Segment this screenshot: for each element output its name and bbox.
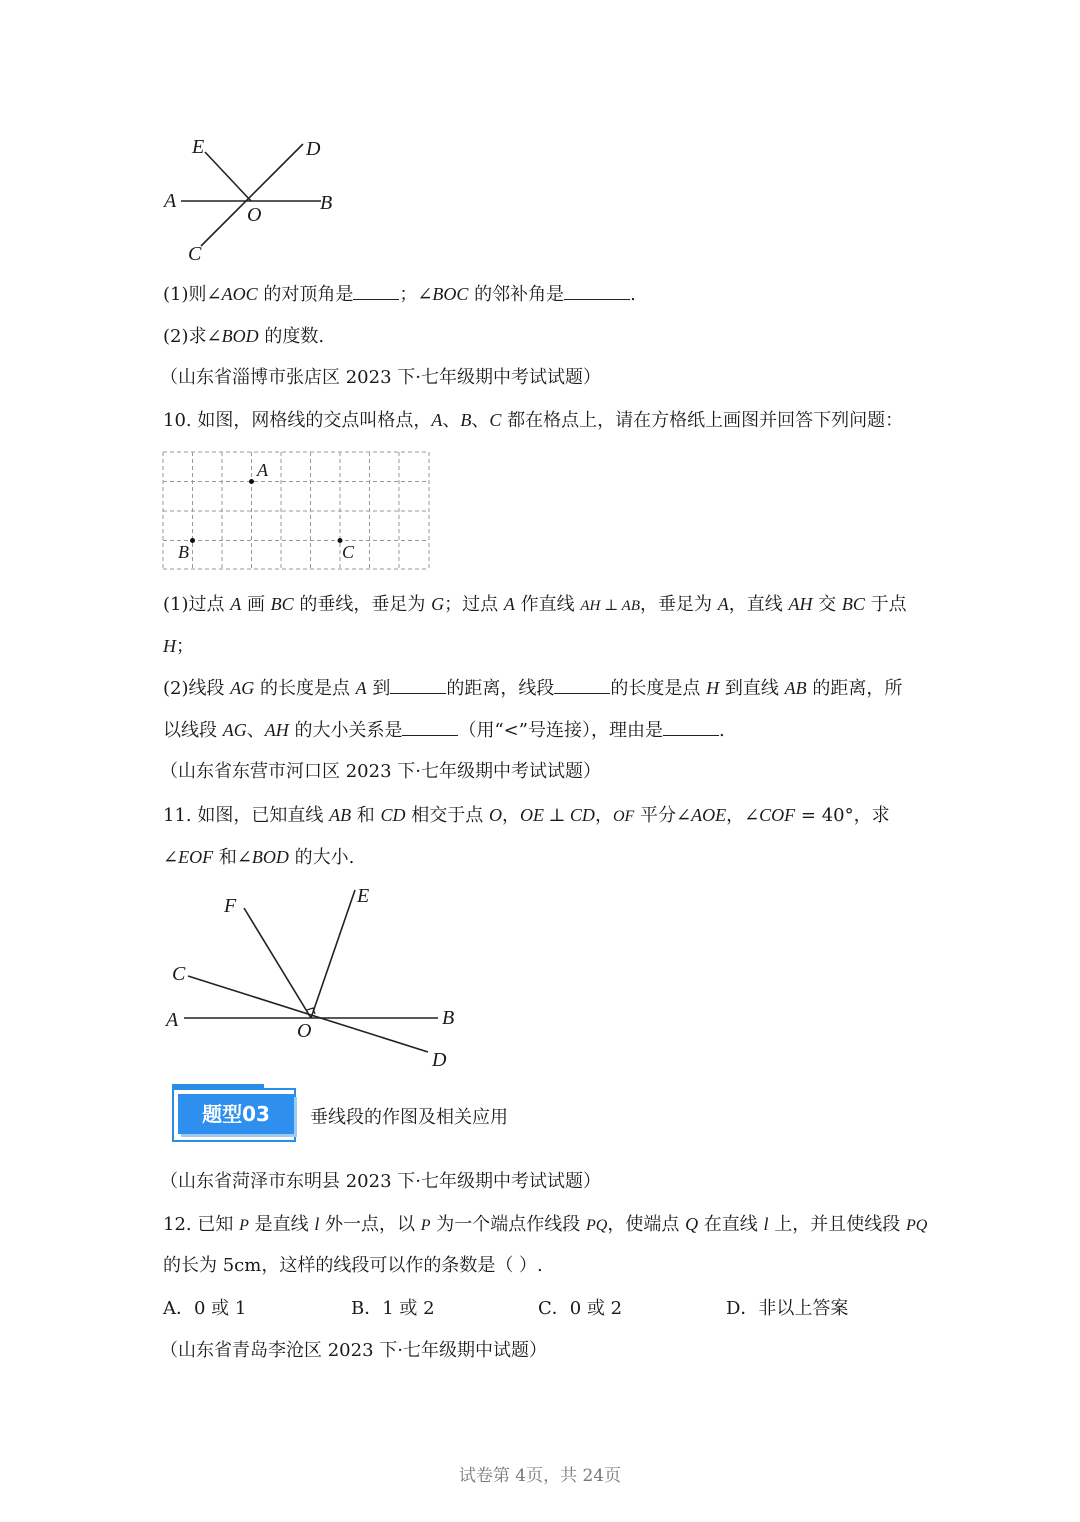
q10-source: （山东省东营市河口区 2023 下·七年级期中考试试题） xyxy=(160,761,601,782)
section-badge xyxy=(172,1088,300,1144)
label-A: A xyxy=(164,190,177,212)
point-B xyxy=(190,538,195,543)
q11-stem: 11. 如图，已知直线 AB 和 CD 相交于点 O，OE ⊥ CD，OF 平分∠AOE，∠COF = 40°，求 xyxy=(163,805,890,826)
q9-part1: (1)则∠AOC 的对顶角是 ；∠BOC 的邻补角是 . xyxy=(163,281,636,308)
q10-part1: (1)过点 A 画 BC 的垂线，垂足为 G；过点 A 作直线 AH ⊥ AB，垂足为 A，直线 AH 交 BC 于点 xyxy=(163,594,907,615)
label-B: B xyxy=(320,192,333,214)
badge-label: 题型03 xyxy=(178,1094,294,1134)
q11-stem-cont: ∠EOF 和∠BOD 的大小. xyxy=(163,847,355,868)
line-cd xyxy=(201,144,303,246)
q12-stem-cont: 的长为 5cm，这样的线段可以作的条数是（ ）. xyxy=(163,1255,543,1276)
figure-q9 xyxy=(150,130,350,270)
q9-source: （山东省淄博市张店区 2023 下·七年级期中考试试题） xyxy=(160,367,601,388)
label-O: O xyxy=(247,204,262,226)
label-F: F xyxy=(224,895,237,917)
label-A: A xyxy=(166,1009,179,1031)
answer-blank[interactable] xyxy=(554,675,610,694)
answer-blank[interactable] xyxy=(353,281,399,300)
label-C: C xyxy=(172,963,186,985)
figure-q11 xyxy=(150,878,470,1078)
option-b[interactable]: B．1 或 2 xyxy=(351,1298,435,1319)
point-A xyxy=(249,479,254,484)
label-O: O xyxy=(297,1020,312,1042)
grid-label-A: A xyxy=(257,460,268,480)
answer-blank[interactable] xyxy=(564,281,630,300)
page-footer: 试卷第 4页，共 24页 xyxy=(458,1466,622,1486)
label-E: E xyxy=(192,136,205,158)
label-D: D xyxy=(306,138,321,160)
grid-label-B: B xyxy=(178,542,189,562)
label-E: E xyxy=(357,885,370,907)
label-C: C xyxy=(188,243,202,265)
answer-blank[interactable] xyxy=(402,717,458,736)
grid-label-C: C xyxy=(342,542,355,562)
label-B: B xyxy=(442,1007,455,1029)
option-d[interactable]: D．非以上答案 xyxy=(726,1298,849,1319)
answer-blank[interactable] xyxy=(663,717,719,736)
ray-oe xyxy=(311,890,355,1018)
q9-part2: (2)求∠BOD 的度数. xyxy=(163,326,325,347)
q12-source: （山东省菏泽市东明县 2023 下·七年级期中考试试题） xyxy=(160,1171,601,1192)
q10-part2: (2)线段 AG 的长度是点 A 到 的距离，线段 的长度是点 H 到直线 AB 的距离，所 xyxy=(163,675,902,702)
ray-of xyxy=(244,908,311,1018)
q10-stem: 10. 如图，网格线的交点叫格点，A、B、C 都在格点上，请在方格纸上画图并回答下列问题： xyxy=(163,410,904,431)
q10-part2-cont: 以线段 AG、AH 的大小关系是 （用“<”号连接），理由是 . xyxy=(163,717,725,744)
section-title: 垂线段的作图及相关应用 xyxy=(310,1107,508,1128)
label-D: D xyxy=(432,1049,447,1071)
q12-stem: 12. 已知 P 是直线 l 外一点，以 P 为一个端点作线段 PQ，使端点 Q 在直线 l 上，并且使线段 PQ xyxy=(163,1214,928,1235)
q13-source: （山东省青岛李沧区 2023 下·七年级期中试题） xyxy=(160,1340,547,1361)
option-c[interactable]: C．0 或 2 xyxy=(538,1298,623,1319)
answer-blank[interactable] xyxy=(390,675,446,694)
grid-figure-q10 xyxy=(163,452,431,572)
q10-part1-cont: H； xyxy=(163,636,194,657)
option-a[interactable]: A．0 或 1 xyxy=(163,1298,247,1319)
line-eo xyxy=(205,152,251,201)
